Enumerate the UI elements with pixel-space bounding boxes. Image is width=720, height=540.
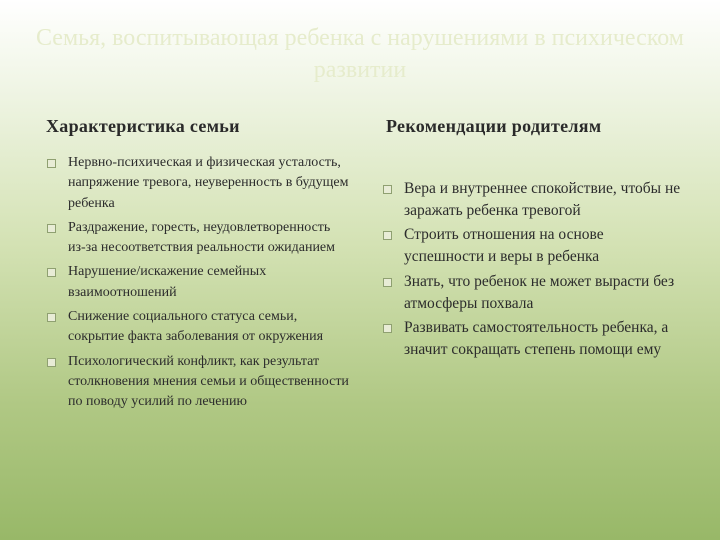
square-bullet-icon [383, 185, 392, 194]
parent-recommendations-heading: Рекомендации родителям [386, 116, 602, 136]
square-bullet-icon [47, 159, 56, 168]
parent-recommendations-list [382, 178, 682, 361]
list-item [382, 224, 682, 267]
list-item-text: Знать, что ребенок не может вырасти без атмосферы похвала [404, 272, 675, 312]
list-item-text: Психологический конфликт, как результат столкновения мнения семьи и общественности по поводу усилий по лечению [68, 353, 349, 410]
list-item-text: Раздражение, горесть, неудовлетворенность из-за несоответствия реальности ожиданием [68, 219, 336, 256]
list-item [382, 178, 682, 221]
list-item-text: Нервно-психическая и физическая усталость, напряжение тревога, неуверенность в будущем ребенка [68, 155, 349, 211]
family-characteristics-heading: Характеристика семьи [46, 116, 240, 136]
list-item [46, 153, 351, 214]
list-item [46, 218, 351, 259]
square-bullet-icon [47, 268, 56, 277]
list-item-text: Строить отношения на основе успешности и веры в ребенка [404, 226, 604, 266]
list-item-text: Снижение социального статуса семьи, сокрытие факта заболевания от окружения [68, 309, 324, 345]
square-bullet-icon [383, 324, 392, 333]
list-item [46, 352, 351, 413]
square-bullet-icon [47, 224, 56, 233]
slide-title: Семья, воспитывающая ребенка с нарушениями в психическом развитии [36, 25, 684, 83]
list-item [382, 271, 682, 314]
parent-recommendations-column [382, 116, 682, 364]
square-bullet-icon [383, 231, 392, 240]
square-bullet-icon [47, 313, 56, 322]
list-item-text: Развивать самостоятельность ребенка, а значит сокращать степень помощи ему [404, 319, 669, 358]
list-item-text: Вера и внутреннее спокойствие, чтобы не заражать ребенка тревогой [404, 180, 681, 219]
square-bullet-icon [383, 278, 392, 287]
list-item [46, 262, 351, 303]
family-characteristics-column [46, 116, 351, 417]
list-item-text: Нарушение/искажение семейных взаимоотношений [68, 264, 267, 300]
list-item [382, 317, 682, 360]
family-characteristics-list [46, 153, 351, 413]
list-item [46, 307, 351, 348]
square-bullet-icon [47, 358, 56, 367]
